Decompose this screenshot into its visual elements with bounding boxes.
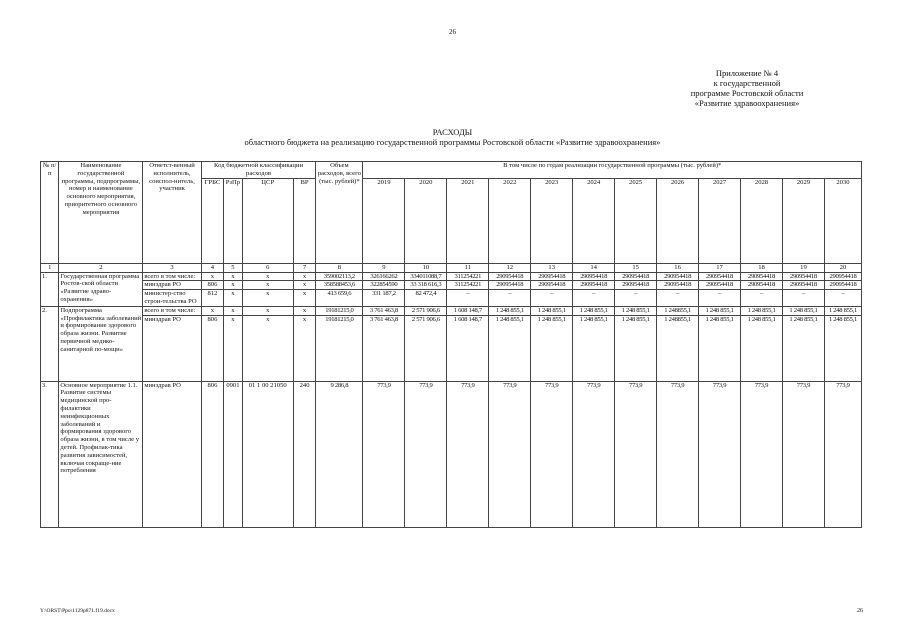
year-value: 290954418	[573, 281, 615, 290]
column-index-cell: 5	[224, 263, 242, 272]
year-value: 1 248 855,1	[615, 306, 657, 315]
year-value: 1 248855,1	[657, 315, 699, 381]
rzpr-code: x	[224, 290, 242, 307]
year-value: 82 472,4	[405, 290, 447, 307]
year-value: 290954418	[782, 272, 824, 281]
column-index-cell: 8	[316, 263, 363, 272]
year-value: –	[741, 290, 783, 307]
year-value: 1 248 855,1	[615, 315, 657, 381]
header-year: 2028	[741, 178, 783, 263]
year-value: 311254221	[447, 272, 489, 281]
total-volume: 359002113,2	[316, 272, 363, 281]
year-value: 773,9	[615, 381, 657, 527]
header-vr: ВР	[293, 178, 316, 263]
table-row	[41, 281, 862, 290]
year-value: 1 248 855,1	[824, 306, 861, 315]
year-value: 33 318 616,3	[405, 281, 447, 290]
csr-code: x	[242, 306, 293, 315]
year-value: 290954418	[699, 281, 741, 290]
column-index-cell: 12	[489, 263, 531, 272]
year-value: 290954418	[741, 272, 783, 281]
year-value: 1 248 855,1	[741, 306, 783, 315]
year-value: 290954418	[531, 281, 573, 290]
appendix-line: «Развитие здравоохранения»	[694, 98, 800, 108]
column-index-row	[41, 263, 862, 272]
appendix-line: Приложение № 4	[715, 68, 779, 78]
program-name: Основное мероприятие 1.1. Развитие системы медицинской про-филактики неинфекционных заболеваний и формирования здорового образа жизни, в том числе у детей. Профилак-тика развития зависимостей, включая сокраще-ние потребления	[59, 381, 143, 527]
year-value: 290954418	[657, 281, 699, 290]
year-value: 773,9	[531, 381, 573, 527]
header-year: 2024	[573, 178, 615, 263]
column-index-cell: 11	[447, 263, 489, 272]
year-value: –	[782, 290, 824, 307]
header-csr: ЦСР	[242, 178, 293, 263]
year-value: 3 761 463,8	[363, 306, 405, 315]
title-main: РАСХОДЫ	[432, 127, 473, 137]
header-years-group: В том числе по годам реализации государственной программы (тыс. рублей)*	[363, 162, 862, 179]
year-value: 1 248 855,1	[531, 315, 573, 381]
expenses-table	[40, 161, 862, 528]
executor: минздрав РО	[143, 381, 201, 527]
executor: минздрав РО	[143, 281, 201, 290]
year-value: 1 248 855,1	[699, 306, 741, 315]
header-grbs: ГРБС	[201, 178, 224, 263]
vr-code: 240	[293, 381, 316, 527]
year-value: 1 248 855,1	[699, 315, 741, 381]
column-index-cell: 14	[573, 263, 615, 272]
total-volume: 358588453,6	[316, 281, 363, 290]
table-row	[41, 315, 862, 381]
table-row	[41, 272, 862, 281]
year-value: –	[447, 290, 489, 307]
header-year: 2030	[824, 178, 861, 263]
year-value: –	[615, 290, 657, 307]
header-rzpr: РзПр	[224, 178, 242, 263]
year-value: 773,9	[824, 381, 861, 527]
year-value: 773,9	[363, 381, 405, 527]
year-value: 1 248 855,1	[573, 315, 615, 381]
year-value: 773,9	[447, 381, 489, 527]
year-value: –	[657, 290, 699, 307]
column-index-cell: 1	[41, 263, 59, 272]
footer-file-path: Y:\ORST\Ppo\1129p871.f19.docx	[40, 608, 115, 614]
year-value: 311254221	[447, 281, 489, 290]
year-value: 290954418	[699, 272, 741, 281]
vr-code: x	[293, 315, 316, 381]
column-index-cell: 10	[405, 263, 447, 272]
table-row	[41, 381, 862, 527]
header-year: 2023	[531, 178, 573, 263]
page-number: 26	[449, 28, 456, 36]
program-name: Подпрограмма «Профилактика заболеваний и формирование здорового образа жизни. Развитие первичной медико-санитарной по-мощи»	[59, 306, 143, 381]
grbs-code: 812	[201, 290, 224, 307]
column-index-cell: 4	[201, 263, 224, 272]
year-value: 773,9	[573, 381, 615, 527]
grbs-code: 806	[201, 281, 224, 290]
rzpr-code: x	[224, 315, 242, 381]
year-value: 290954418	[615, 272, 657, 281]
year-value: 773,9	[405, 381, 447, 527]
year-value: 290954418	[573, 272, 615, 281]
header-year: 2029	[782, 178, 824, 263]
header-num: № п/п	[41, 162, 59, 264]
vr-code: x	[293, 272, 316, 281]
year-value: –	[573, 290, 615, 307]
appendix-line: к государственной	[713, 78, 781, 88]
appendix-header	[657, 68, 837, 108]
footer-page-number: 26	[857, 608, 863, 614]
column-index-cell: 6	[242, 263, 293, 272]
year-value: 1 248855,1	[657, 306, 699, 315]
csr-code: x	[242, 281, 293, 290]
year-value: 1 248 855,1	[824, 315, 861, 381]
year-value: 773,9	[489, 381, 531, 527]
year-value: –	[699, 290, 741, 307]
year-value: 1 248 855,1	[489, 315, 531, 381]
rzpr-code: 0901	[224, 381, 242, 527]
column-index-cell: 16	[657, 263, 699, 272]
total-volume: 19181215,0	[316, 306, 363, 315]
column-index-cell: 15	[615, 263, 657, 272]
year-value: 290954418	[531, 272, 573, 281]
grbs-code: 806	[201, 315, 224, 381]
year-value: 773,9	[699, 381, 741, 527]
csr-code: x	[242, 290, 293, 307]
year-value: 773,9	[657, 381, 699, 527]
column-index-cell: 19	[782, 263, 824, 272]
year-value: 1 608 148,7	[447, 315, 489, 381]
year-value: 1 248 855,1	[782, 315, 824, 381]
total-volume: 19181215,0	[316, 315, 363, 381]
title-sub: областного бюджета на реализацию государственной программы Ростовской области «Развитие здравоохранения»	[244, 137, 661, 147]
program-name: Государственная программа Ростов-ской области «Развитие здраво-охранения»	[59, 272, 143, 306]
row-number: 1.	[41, 272, 59, 306]
table-row	[41, 306, 862, 315]
year-value: 290954418	[824, 281, 861, 290]
year-value: –	[489, 290, 531, 307]
csr-code: x	[242, 315, 293, 381]
table-row	[41, 290, 862, 307]
year-value: –	[824, 290, 861, 307]
year-value: 290954418	[782, 281, 824, 290]
row-number: 2.	[41, 306, 59, 381]
executor: минздрав РО	[143, 315, 201, 381]
rzpr-code: x	[224, 281, 242, 290]
grbs-code: x	[201, 306, 224, 315]
year-value: 290954418	[824, 272, 861, 281]
executor: всего в том числе:	[143, 306, 201, 315]
year-value: 773,9	[782, 381, 824, 527]
year-value: 290954418	[489, 272, 531, 281]
total-volume: 9 286,8	[316, 381, 363, 527]
column-index-cell: 17	[699, 263, 741, 272]
header-executor: Ответст-венный исполнитель, соиспол-нитель, участник	[143, 162, 201, 264]
year-value: 334011088,7	[405, 272, 447, 281]
year-value: 290954418	[657, 272, 699, 281]
grbs-code: x	[201, 272, 224, 281]
column-index-cell: 2	[59, 263, 143, 272]
header-year: 2020	[405, 178, 447, 263]
column-index-cell: 9	[363, 263, 405, 272]
year-value: 1 248 855,1	[573, 306, 615, 315]
year-value: 2 571 906,6	[405, 315, 447, 381]
executor: всего в том числе:	[143, 272, 201, 281]
header-budget-code: Код бюджетной классификации расходов	[201, 162, 316, 179]
header-volume: Объем расходов, всего (тыс. рублей)*	[316, 162, 363, 264]
header-year: 2019	[363, 178, 405, 263]
header-year: 2025	[615, 178, 657, 263]
year-value: 773,9	[741, 381, 783, 527]
header-year: 2027	[699, 178, 741, 263]
executor: министер-ство строи-тельства РО	[143, 290, 201, 307]
year-value: 3 761 463,8	[363, 315, 405, 381]
year-value: 2 571 906,6	[405, 306, 447, 315]
year-value: 1 248 855,1	[489, 306, 531, 315]
vr-code: x	[293, 281, 316, 290]
grbs-code: 806	[201, 381, 224, 527]
vr-code: x	[293, 306, 316, 315]
column-index-cell: 3	[143, 263, 201, 272]
year-value: 322854590	[363, 281, 405, 290]
year-value: 1 608 148,7	[447, 306, 489, 315]
column-index-cell: 13	[531, 263, 573, 272]
column-index-cell: 7	[293, 263, 316, 272]
header-year: 2021	[447, 178, 489, 263]
vr-code: x	[293, 290, 316, 307]
year-value: 326166262	[363, 272, 405, 281]
rzpr-code: x	[224, 272, 242, 281]
year-value: 1 248 855,1	[531, 306, 573, 315]
header-year: 2026	[657, 178, 699, 263]
year-value: –	[531, 290, 573, 307]
year-value: 1 248 855,1	[741, 315, 783, 381]
year-value: 290954418	[489, 281, 531, 290]
row-number: 3.	[41, 381, 59, 527]
column-index-cell: 20	[824, 263, 861, 272]
column-index-cell: 18	[741, 263, 783, 272]
appendix-line: программе Ростовской области	[690, 88, 804, 98]
year-value: 331 187,2	[363, 290, 405, 307]
document-title	[0, 127, 905, 147]
year-value: 290954418	[615, 281, 657, 290]
total-volume: 413 659,6	[316, 290, 363, 307]
header-year: 2022	[489, 178, 531, 263]
year-value: 290954418	[741, 281, 783, 290]
year-value: 1 248 855,1	[782, 306, 824, 315]
csr-code: x	[242, 272, 293, 281]
header-name: Наименование государственной программы, подпрограммы, номер и наименование основного мероприятия, приоритетного основного мероприятия	[59, 162, 143, 264]
rzpr-code: x	[224, 306, 242, 315]
csr-code: 01 1 00 21050	[242, 381, 293, 527]
